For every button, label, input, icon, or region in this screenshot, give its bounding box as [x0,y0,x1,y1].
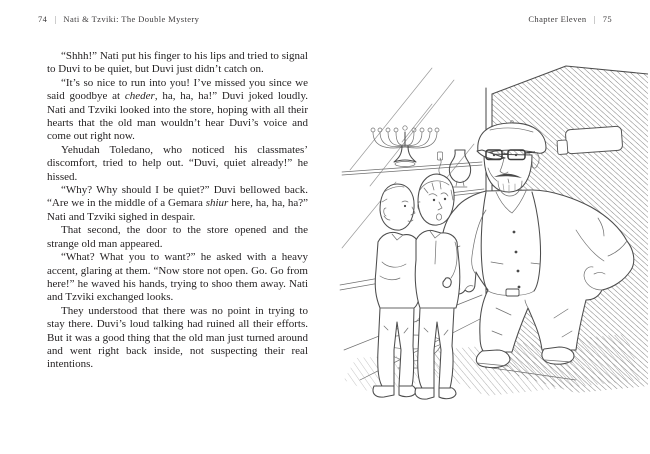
illustration [336,50,648,400]
italic-term: shiur [205,197,229,210]
urn-drawing [449,150,470,187]
menorah-drawing [371,126,439,167]
paragraph [47,305,308,372]
text-run: , ha, ha, ha!” Duvi joked loudly. Nati and Tzviki looked into the store, hoping with all their hearts that the old man wouldn’t hear Duvi’s voice and come out right now. [47,90,308,143]
paragraph [47,77,308,144]
text-run: “It’s so nice to run into you! I’ve missed you since we said goodbye at [47,76,308,103]
paragraph [47,144,308,184]
paragraph [47,224,308,251]
paragraph [47,184,308,224]
text-run: Yehudah Toledano, who noticed his classmates’ discomfort, tried to help out. “Duvi, quiet already!” he hissed. [47,143,308,183]
chapter-title: Chapter Eleven [528,14,587,24]
header-separator: | [593,14,596,24]
running-head-right [528,14,612,24]
text-run: They understood that there was no point in trying to stay there. Duvi’s loud talking had ruined all their efforts. But it was a good thing that the old man just turned around and went right back inside, not suspecting their real intentions. [47,304,308,371]
header-separator: | [54,14,57,24]
paragraph [47,251,308,305]
text-run: “What? What you to want?” he asked with a heavy accent, glaring at them. “Now store not open. Go. Go from here!” he waved his hands, trying to shoo them away. Nati and Tzviki exchanged looks. [47,251,308,304]
paragraph [47,50,308,77]
text-run: “Shhh!” Nati put his finger to his lips and tried to signal to Duvi to be quiet, but Duvi just didn’t catch on. [47,50,308,76]
text-run: “Why? Why should I be quiet?” Duvi bellowed back. “Are we in the middle of a Gemara [47,184,308,210]
running-head-left [38,14,199,24]
text-run: here, ha, ha, ha?” Nati and Tzviki sighed in despair. [47,197,308,223]
book-title: Nati & Tzviki: The Double Mystery [63,14,200,24]
text-run: That second, the door to the store opened and the strange old man appeared. [47,224,308,250]
page-number-left: 74 [38,14,48,24]
illustration-svg [336,50,648,400]
italic-term: cheder [124,90,155,103]
text-column [47,50,308,372]
page-number-right: 75 [602,14,612,24]
